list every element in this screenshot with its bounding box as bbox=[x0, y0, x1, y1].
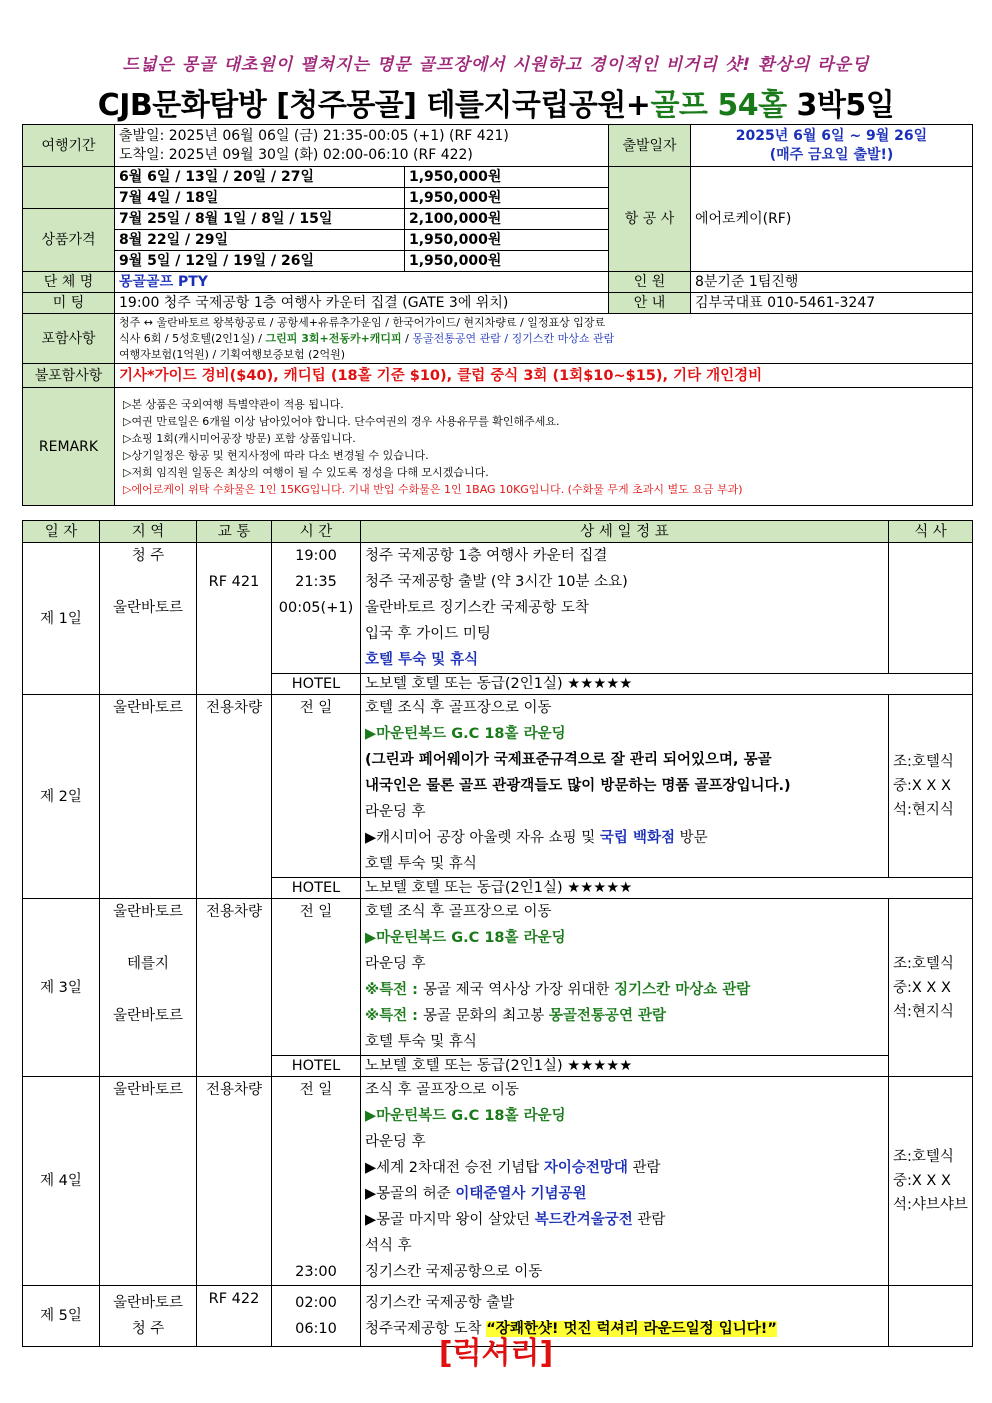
header-time: 시 간 bbox=[272, 521, 361, 543]
meeting-value: 19:00 청주 국제공항 1층 여행사 카운터 집결 (GATE 3에 위치) bbox=[115, 293, 609, 314]
day-times: 02:00 06:10 bbox=[272, 1286, 361, 1347]
exclude-value: 기사*가이드 경비($40), 캐디팁 (18홀 기준 $10), 클럽 중식 3회 (1회$10~$15), 기타 개인경비 bbox=[115, 364, 973, 388]
day-time: 전 일 bbox=[272, 899, 361, 1056]
day-detail: 징기스칸 국제공항 출발 청주국제공항 도착 “장쾌한샷! 멋진 럭셔리 라운드일정 입니다!” bbox=[361, 1286, 889, 1347]
price-dates: 7월 4일 / 18일 bbox=[115, 188, 405, 209]
hotel-label: HOTEL bbox=[272, 674, 361, 695]
period-label: 여행기간 bbox=[23, 125, 115, 167]
guide-label: 안 내 bbox=[609, 293, 691, 314]
header-transport: 교 통 bbox=[197, 521, 272, 543]
header-detail: 상 세 일 정 표 bbox=[361, 521, 889, 543]
hotel-value: 노보텔 호텔 또는 동급(2인1실) ★★★★★ bbox=[361, 878, 973, 899]
title-part-1: CJB문화탐방 [청주몽골] 테를지국립공원+ bbox=[97, 88, 651, 123]
header-region: 지 역 bbox=[100, 521, 197, 543]
include-label: 포함사항 bbox=[23, 314, 115, 364]
day-meal: 조:호텔식 중:X X X 석:샤브샤브 bbox=[889, 1077, 973, 1286]
remark-label: REMARK bbox=[23, 388, 115, 506]
day-meal: 조:호텔식 중:X X X 석:현지식 bbox=[889, 899, 973, 1077]
day-label: 제 2일 bbox=[23, 695, 100, 899]
depart-date-value: 2025년 6월 6일 ~ 9월 26일 (매주 금요일 출발!) bbox=[691, 125, 973, 167]
day-detail: 청주 국제공항 1층 여행사 카운터 집결 청주 국제공항 출발 (약 3시간 10분 소요) 울란바토르 징기스칸 국제공항 도착 입국 후 가이드 미팅 호텔 투숙 및 휴식 bbox=[361, 543, 889, 674]
airline-value: 에어로케이(RF) bbox=[691, 167, 973, 272]
day-time: 전 일 23:00 bbox=[272, 1077, 361, 1286]
day-transport: 전용차량 bbox=[197, 695, 272, 899]
page-title bbox=[0, 80, 992, 124]
period-value: 출발일: 2025년 06월 06일 (금) 21:35-00:05 (+1) (RF 421) 도착일: 2025년 09월 30일 (화) 02:00-06:10 (RF 422) bbox=[115, 125, 609, 167]
price-value: 1,950,000원 bbox=[405, 230, 609, 251]
price-dates: 8월 22일 / 29일 bbox=[115, 230, 405, 251]
people-value: 8분기준 1팀진행 bbox=[691, 272, 973, 293]
title-golf: 골프 54홀 bbox=[650, 88, 787, 123]
day-region: 청 주 울란바토르 bbox=[100, 543, 197, 695]
guide-value: 김부국대표 010-5461-3247 bbox=[691, 293, 973, 314]
day-meal: 조:호텔식 중:X X X 석:현지식 bbox=[889, 695, 973, 878]
day-transport: RF 421 bbox=[197, 543, 272, 695]
day-times: 19:00 21:35 00:05(+1) bbox=[272, 543, 361, 674]
day-detail: 호텔 조식 후 골프장으로 이동 ▶마운틴복드 G.C 18홀 라운딩 (그린과 페어웨이가 국제표준규격으로 잘 관리 되어있으며, 몽골 내국인은 물론 골프 관광객들도 많이 방문하는 명품 골프장입니다.) 라운딩 후 ▶캐시미어 공장 아울렛 자유 쇼핑 및 국립 백화점 방문 호텔 투숙 및 휴식 bbox=[361, 695, 889, 878]
group-label: 단 체 명 bbox=[23, 272, 115, 293]
price-value: 2,100,000원 bbox=[405, 209, 609, 230]
day-transport: 전용차량 bbox=[197, 899, 272, 1077]
day-label: 제 3일 bbox=[23, 899, 100, 1077]
airline-label: 항 공 사 bbox=[609, 167, 691, 272]
day-transport: RF 422 bbox=[197, 1286, 272, 1347]
remark-value: ▷본 상품은 국외여행 특별약관이 적용 됩니다. ▷여권 만료일은 6개월 이상 남아있어야 합니다. 단수여권의 경우 사용유무를 확인해주세요. ▷쇼핑 1회(캐시미어공장 방문) 포함 상품입니다. ▷상기일정은 항공 및 현지사정에 따라 다소 변경될 수 있습니다. ▷저희 임직원 일동은 최상의 여행이 될 수 있도록 정성을 다해 모시겠습니다. ▷에어로케이 위탁 수화물은 1인 15KG입니다. 기내 반입 수화물은 1인 1BAG 10KG입니다. (수화물 무게 초과시 별도 요금 부과) bbox=[115, 388, 973, 506]
info-table bbox=[22, 124, 973, 506]
hotel-label: HOTEL bbox=[272, 878, 361, 899]
price-label: 상품가격 bbox=[23, 209, 115, 272]
day-region: 울란바토르 bbox=[100, 695, 197, 899]
header-date: 일 자 bbox=[23, 521, 100, 543]
price-dates: 6월 6일 / 13일 / 20일 / 27일 bbox=[115, 167, 405, 188]
day-label: 제 5일 bbox=[23, 1286, 100, 1347]
hotel-value: 노보텔 호텔 또는 동급(2인1실) ★★★★★ bbox=[361, 1056, 889, 1077]
meeting-label: 미 팅 bbox=[23, 293, 115, 314]
group-value: 몽골골프 PTY bbox=[115, 272, 609, 293]
tagline: 드넓은 몽골 대초원이 펼쳐지는 명문 골프장에서 시원하고 경이적인 비거리 샷! 환상의 라운딩 bbox=[122, 55, 870, 75]
price-dates: 7월 25일 / 8월 1일 / 8일 / 15일 bbox=[115, 209, 405, 230]
people-label: 인 원 bbox=[609, 272, 691, 293]
day-transport: 전용차량 bbox=[197, 1077, 272, 1286]
day-meal bbox=[889, 543, 973, 674]
price-value: 1,950,000원 bbox=[405, 251, 609, 272]
depart-date-label: 출발일자 bbox=[609, 125, 691, 167]
day-label: 제 4일 bbox=[23, 1077, 100, 1286]
schedule-table bbox=[22, 520, 973, 1347]
day-time: 전 일 bbox=[272, 695, 361, 878]
include-value: 청주 ↔ 울란바토르 왕복항공료 / 공항세+유류추가운임 / 한국어가이드/ 현지차량료 / 일정표상 입장료 식사 6회 / 5성호텔(2인1실) / 그린피 3회+전동카+캐디피 / 몽골전통공연 관람 / 징기스칸 마상쇼 관람 여행자보험(1억원) / 기획여행보증보험 (2억원) bbox=[115, 314, 973, 364]
exclude-label: 불포함사항 bbox=[23, 364, 115, 388]
day-label: 제 1일 bbox=[23, 543, 100, 695]
day-region: 울란바토르 청 주 bbox=[100, 1286, 197, 1347]
header-meal: 식 사 bbox=[889, 521, 973, 543]
hotel-label: HOTEL bbox=[272, 1056, 361, 1077]
price-value: 1,950,000원 bbox=[405, 167, 609, 188]
price-value: 1,950,000원 bbox=[405, 188, 609, 209]
day-region: 울란바토르 테를지 울란바토르 bbox=[100, 899, 197, 1077]
hotel-value: 노보텔 호텔 또는 동급(2인1실) ★★★★★ bbox=[361, 674, 973, 695]
price-dates: 9월 5일 / 12일 / 19일 / 26일 bbox=[115, 251, 405, 272]
day-detail: 조식 후 골프장으로 이동 ▶마운틴복드 G.C 18홀 라운딩 라운딩 후 ▶세계 2차대전 승전 기념탑 자이승전망대 관람 ▶몽골의 허준 이태준열사 기념공원 ▶몽골 마지막 왕이 살았던 복드칸겨울궁전 관람 석식 후 징기스칸 국제공항으로 이동 bbox=[361, 1077, 889, 1286]
day-region: 울란바토르 bbox=[100, 1077, 197, 1286]
footer-label: [럭셔리] bbox=[438, 1336, 554, 1371]
day-detail: 호텔 조식 후 골프장으로 이동 ▶마운틴복드 G.C 18홀 라운딩 라운딩 후 ※특전 : 몽골 제국 역사상 가장 위대한 징기스칸 마상쇼 관람 ※특전 : 몽골 문화의 최고봉 몽골전통공연 관람 호텔 투숙 및 휴식 bbox=[361, 899, 889, 1056]
title-duration: 3박5일 bbox=[786, 88, 895, 123]
price-label-top bbox=[23, 167, 115, 209]
